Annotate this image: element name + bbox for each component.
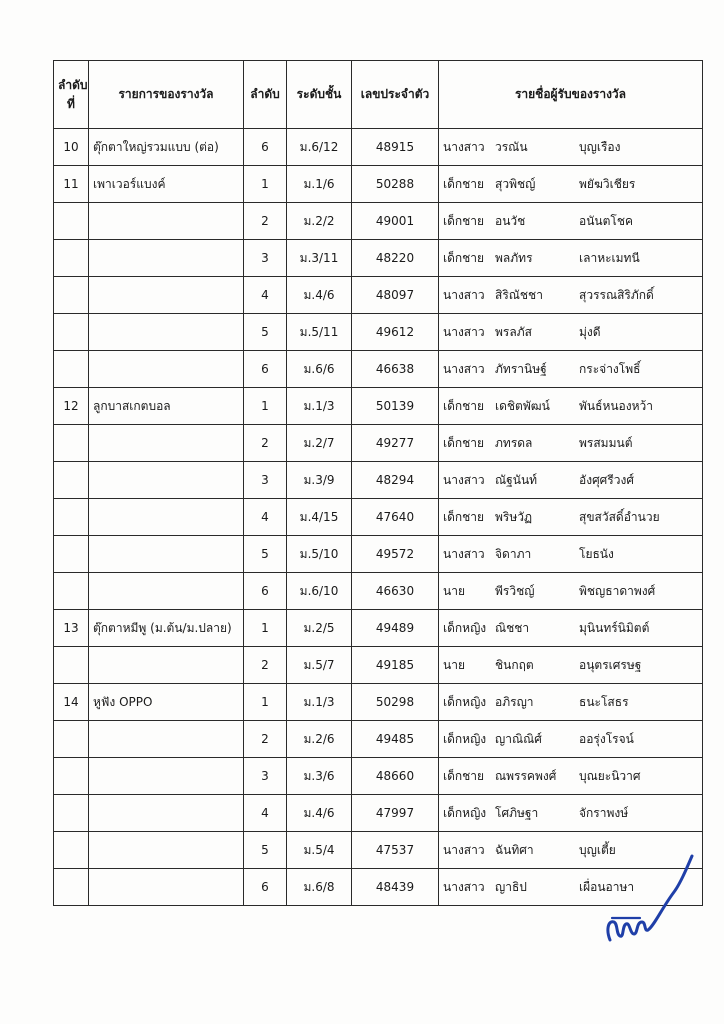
cell-no bbox=[54, 203, 89, 240]
cell-student-id: 47640 bbox=[352, 499, 439, 536]
cell-no bbox=[54, 351, 89, 388]
cell-student-id: 49185 bbox=[352, 647, 439, 684]
recipient-title: เด็กชาย bbox=[443, 250, 485, 265]
recipient-last-name: เลาหะเมทนี bbox=[579, 250, 640, 265]
cell-no: 10 bbox=[54, 129, 89, 166]
recipient-title: เด็กชาย bbox=[443, 435, 485, 450]
cell-no bbox=[54, 869, 89, 906]
cell-recipient bbox=[439, 166, 703, 203]
cell-rank: 2 bbox=[244, 425, 287, 462]
cell-no bbox=[54, 795, 89, 832]
cell-item: เพาเวอร์แบงค์ bbox=[89, 166, 244, 203]
recipient-title: นางสาว bbox=[443, 472, 485, 487]
cell-level: ม.1/6 bbox=[287, 166, 352, 203]
recipient-last-name: บุญเรือง bbox=[579, 139, 621, 154]
table-row bbox=[54, 462, 703, 499]
table-row bbox=[54, 388, 703, 425]
cell-rank: 6 bbox=[244, 129, 287, 166]
recipient-last-name: สุขสวัสดิ์อำนวย bbox=[579, 509, 660, 524]
cell-rank: 5 bbox=[244, 536, 287, 573]
cell-no bbox=[54, 425, 89, 462]
cell-no: 14 bbox=[54, 684, 89, 721]
recipient-title: เด็กหญิง bbox=[443, 620, 487, 635]
cell-item: ตุ๊กตาหมีพู (ม.ต้น/ม.ปลาย) bbox=[89, 610, 244, 647]
recipient-title: นางสาว bbox=[443, 879, 485, 894]
recipient-title: นางสาว bbox=[443, 546, 485, 561]
cell-rank: 3 bbox=[244, 462, 287, 499]
recipient-first-name: ฉันทิศา bbox=[495, 842, 534, 857]
cell-no bbox=[54, 277, 89, 314]
recipient-first-name: พลภัทร bbox=[495, 250, 533, 265]
cell-item bbox=[89, 203, 244, 240]
cell-no bbox=[54, 462, 89, 499]
cell-student-id: 47537 bbox=[352, 832, 439, 869]
recipient-first-name: อนวัช bbox=[495, 213, 526, 228]
cell-no: 13 bbox=[54, 610, 89, 647]
recipient-last-name: บุณยะนิวาศ bbox=[579, 768, 641, 783]
table-row bbox=[54, 610, 703, 647]
cell-recipient bbox=[439, 499, 703, 536]
cell-item bbox=[89, 351, 244, 388]
cell-recipient bbox=[439, 314, 703, 351]
recipient-first-name: ญาธิป bbox=[495, 879, 527, 894]
cell-item bbox=[89, 869, 244, 906]
header-item: รายการของรางวัล bbox=[89, 61, 244, 129]
cell-item: หูฟัง OPPO bbox=[89, 684, 244, 721]
cell-level: ม.6/8 bbox=[287, 869, 352, 906]
cell-student-id: 48220 bbox=[352, 240, 439, 277]
cell-recipient bbox=[439, 573, 703, 610]
cell-item bbox=[89, 425, 244, 462]
recipient-title: เด็กชาย bbox=[443, 768, 485, 783]
table-row bbox=[54, 573, 703, 610]
cell-level: ม.3/9 bbox=[287, 462, 352, 499]
table-row bbox=[54, 277, 703, 314]
cell-no bbox=[54, 721, 89, 758]
header-no-line2: ที่ bbox=[67, 96, 75, 111]
header-rank: ลำดับ bbox=[244, 61, 287, 129]
cell-rank: 1 bbox=[244, 684, 287, 721]
cell-level: ม.5/7 bbox=[287, 647, 352, 684]
table-row bbox=[54, 425, 703, 462]
cell-level: ม.4/15 bbox=[287, 499, 352, 536]
cell-rank: 2 bbox=[244, 203, 287, 240]
cell-item bbox=[89, 536, 244, 573]
cell-no bbox=[54, 536, 89, 573]
cell-item bbox=[89, 462, 244, 499]
cell-student-id: 49612 bbox=[352, 314, 439, 351]
cell-recipient bbox=[439, 684, 703, 721]
recipient-first-name: จิดาภา bbox=[495, 546, 532, 561]
cell-rank: 4 bbox=[244, 499, 287, 536]
table-row bbox=[54, 647, 703, 684]
recipient-first-name: ภัทรานิษฐ์ bbox=[495, 361, 547, 376]
cell-recipient bbox=[439, 351, 703, 388]
cell-item bbox=[89, 240, 244, 277]
cell-level: ม.5/11 bbox=[287, 314, 352, 351]
cell-recipient bbox=[439, 129, 703, 166]
recipient-title: เด็กชาย bbox=[443, 398, 485, 413]
recipient-title: เด็กชาย bbox=[443, 213, 485, 228]
cell-student-id: 46630 bbox=[352, 573, 439, 610]
recipient-title: นางสาว bbox=[443, 324, 485, 339]
cell-no bbox=[54, 832, 89, 869]
cell-student-id: 49485 bbox=[352, 721, 439, 758]
recipient-first-name: เดชิตพัฒน์ bbox=[495, 398, 550, 413]
cell-student-id: 46638 bbox=[352, 351, 439, 388]
recipient-last-name: อนันตโชค bbox=[579, 213, 634, 228]
recipient-last-name: พยัฆวิเชียร bbox=[579, 176, 636, 191]
cell-recipient bbox=[439, 203, 703, 240]
cell-level: ม.2/6 bbox=[287, 721, 352, 758]
cell-level: ม.6/12 bbox=[287, 129, 352, 166]
cell-level: ม.6/6 bbox=[287, 351, 352, 388]
recipient-first-name: ภทรดล bbox=[495, 435, 533, 450]
recipient-last-name: โยธนัง bbox=[579, 546, 614, 561]
cell-level: ม.3/6 bbox=[287, 758, 352, 795]
recipient-title: นางสาว bbox=[443, 361, 485, 376]
cell-no bbox=[54, 573, 89, 610]
recipient-first-name: ณพรรคพงศ์ bbox=[495, 768, 557, 783]
recipient-first-name: พริษวัฏ bbox=[495, 509, 533, 524]
cell-level: ม.5/10 bbox=[287, 536, 352, 573]
table-row bbox=[54, 721, 703, 758]
cell-recipient bbox=[439, 647, 703, 684]
header-no bbox=[54, 61, 89, 129]
recipient-last-name: เผื่อนอาษา bbox=[579, 879, 635, 894]
table-header-row bbox=[54, 61, 703, 129]
recipient-last-name: พิชญธาดาพงศ์ bbox=[579, 583, 656, 598]
recipient-first-name: พรลภัส bbox=[495, 324, 532, 339]
recipient-title: เด็กหญิง bbox=[443, 694, 487, 709]
recipient-last-name: มุ่งดี bbox=[579, 324, 601, 339]
recipient-last-name: สุวรรณสิริภักดิ์ bbox=[579, 287, 654, 302]
cell-student-id: 48660 bbox=[352, 758, 439, 795]
table-row bbox=[54, 240, 703, 277]
recipient-first-name: ณิชชา bbox=[495, 620, 530, 635]
cell-student-id: 49001 bbox=[352, 203, 439, 240]
table-body bbox=[54, 129, 703, 906]
cell-rank: 1 bbox=[244, 388, 287, 425]
table-row bbox=[54, 758, 703, 795]
cell-item: ลูกบาสเกตบอล bbox=[89, 388, 244, 425]
cell-student-id: 48097 bbox=[352, 277, 439, 314]
recipient-first-name: วรณัน bbox=[495, 139, 528, 154]
recipient-title: นางสาว bbox=[443, 842, 485, 857]
cell-item bbox=[89, 314, 244, 351]
cell-item bbox=[89, 573, 244, 610]
header-no-line1: ลำดับ bbox=[58, 77, 88, 92]
recipient-title: เด็กหญิง bbox=[443, 805, 487, 820]
cell-student-id: 48915 bbox=[352, 129, 439, 166]
cell-recipient bbox=[439, 610, 703, 647]
cell-item bbox=[89, 647, 244, 684]
cell-level: ม.4/6 bbox=[287, 277, 352, 314]
award-recipients-table bbox=[53, 60, 703, 906]
cell-item bbox=[89, 721, 244, 758]
cell-student-id: 49572 bbox=[352, 536, 439, 573]
header-student-id: เลขประจำตัว bbox=[352, 61, 439, 129]
cell-rank: 6 bbox=[244, 351, 287, 388]
recipient-first-name: สิริณัชชา bbox=[495, 287, 543, 302]
cell-level: ม.5/4 bbox=[287, 832, 352, 869]
cell-level: ม.2/5 bbox=[287, 610, 352, 647]
cell-no bbox=[54, 758, 89, 795]
recipient-first-name: พีรวิชญ์ bbox=[495, 583, 535, 598]
cell-student-id: 47997 bbox=[352, 795, 439, 832]
cell-no bbox=[54, 240, 89, 277]
cell-rank: 5 bbox=[244, 314, 287, 351]
recipient-last-name: บุญเตี้ย bbox=[579, 842, 616, 857]
header-recipient: รายชื่อผู้รับของรางวัล bbox=[439, 61, 703, 129]
cell-recipient bbox=[439, 462, 703, 499]
cell-rank: 4 bbox=[244, 795, 287, 832]
cell-level: ม.2/7 bbox=[287, 425, 352, 462]
cell-level: ม.1/3 bbox=[287, 684, 352, 721]
header-level: ระดับชั้น bbox=[287, 61, 352, 129]
cell-recipient bbox=[439, 721, 703, 758]
cell-rank: 4 bbox=[244, 277, 287, 314]
cell-item bbox=[89, 795, 244, 832]
table-row bbox=[54, 499, 703, 536]
recipient-first-name: สุวพิชญ์ bbox=[495, 176, 536, 191]
cell-item bbox=[89, 499, 244, 536]
cell-recipient bbox=[439, 388, 703, 425]
table-row bbox=[54, 351, 703, 388]
recipient-last-name: อนุตรเศรษฐ bbox=[579, 657, 642, 672]
recipient-last-name: พรสมมนต์ bbox=[579, 435, 633, 450]
recipient-first-name: ญาณิณิศ์ bbox=[495, 731, 542, 746]
cell-rank: 6 bbox=[244, 573, 287, 610]
cell-rank: 3 bbox=[244, 240, 287, 277]
recipient-title: เด็กชาย bbox=[443, 176, 485, 191]
cell-student-id: 48439 bbox=[352, 869, 439, 906]
cell-no: 12 bbox=[54, 388, 89, 425]
table-row bbox=[54, 795, 703, 832]
cell-level: ม.3/11 bbox=[287, 240, 352, 277]
recipient-last-name: พันธ์หนองหว้า bbox=[579, 398, 654, 413]
recipient-first-name: ชินกฤต bbox=[495, 657, 534, 672]
cell-level: ม.1/3 bbox=[287, 388, 352, 425]
cell-item bbox=[89, 758, 244, 795]
recipient-first-name: ณัฐนันท์ bbox=[495, 472, 538, 487]
cell-rank: 1 bbox=[244, 610, 287, 647]
cell-student-id: 49277 bbox=[352, 425, 439, 462]
cell-recipient bbox=[439, 425, 703, 462]
recipient-title: นางสาว bbox=[443, 287, 485, 302]
cell-no: 11 bbox=[54, 166, 89, 203]
recipient-title: นางสาว bbox=[443, 139, 485, 154]
cell-item bbox=[89, 277, 244, 314]
cell-no bbox=[54, 314, 89, 351]
handwritten-signature bbox=[600, 848, 700, 948]
recipient-title: นาย bbox=[443, 583, 465, 598]
cell-rank: 1 bbox=[244, 166, 287, 203]
recipient-last-name: กระจ่างโพธิ์ bbox=[579, 361, 641, 376]
recipient-title: นาย bbox=[443, 657, 465, 672]
recipient-last-name: จักราพงษ์ bbox=[579, 805, 629, 820]
recipient-title: เด็กหญิง bbox=[443, 731, 487, 746]
recipient-last-name: อังศุศรีวงศ์ bbox=[579, 472, 634, 487]
table-row bbox=[54, 536, 703, 573]
cell-level: ม.4/6 bbox=[287, 795, 352, 832]
cell-recipient bbox=[439, 795, 703, 832]
cell-rank: 3 bbox=[244, 758, 287, 795]
table-row bbox=[54, 129, 703, 166]
cell-item: ตุ๊กตาใหญ่รวมแบบ (ต่อ) bbox=[89, 129, 244, 166]
cell-recipient bbox=[439, 277, 703, 314]
cell-recipient bbox=[439, 758, 703, 795]
cell-student-id: 49489 bbox=[352, 610, 439, 647]
cell-recipient bbox=[439, 240, 703, 277]
recipient-first-name: อภิรญา bbox=[495, 694, 534, 709]
cell-rank: 2 bbox=[244, 647, 287, 684]
cell-recipient bbox=[439, 536, 703, 573]
cell-no bbox=[54, 647, 89, 684]
cell-no bbox=[54, 499, 89, 536]
table-row bbox=[54, 166, 703, 203]
cell-rank: 6 bbox=[244, 869, 287, 906]
table-row bbox=[54, 314, 703, 351]
cell-level: ม.2/2 bbox=[287, 203, 352, 240]
recipient-last-name: ออรุ่งโรจน์ bbox=[579, 731, 634, 746]
recipient-last-name: ธนะโสธร bbox=[579, 694, 629, 709]
recipient-title: เด็กชาย bbox=[443, 509, 485, 524]
cell-rank: 2 bbox=[244, 721, 287, 758]
cell-item bbox=[89, 832, 244, 869]
table-row bbox=[54, 684, 703, 721]
cell-rank: 5 bbox=[244, 832, 287, 869]
cell-level: ม.6/10 bbox=[287, 573, 352, 610]
cell-student-id: 50298 bbox=[352, 684, 439, 721]
cell-student-id: 50139 bbox=[352, 388, 439, 425]
cell-student-id: 50288 bbox=[352, 166, 439, 203]
table-row bbox=[54, 203, 703, 240]
cell-student-id: 48294 bbox=[352, 462, 439, 499]
recipient-first-name: โศภิษฐา bbox=[495, 805, 539, 820]
recipient-last-name: มุนินทร์นิมิตต์ bbox=[579, 620, 650, 635]
